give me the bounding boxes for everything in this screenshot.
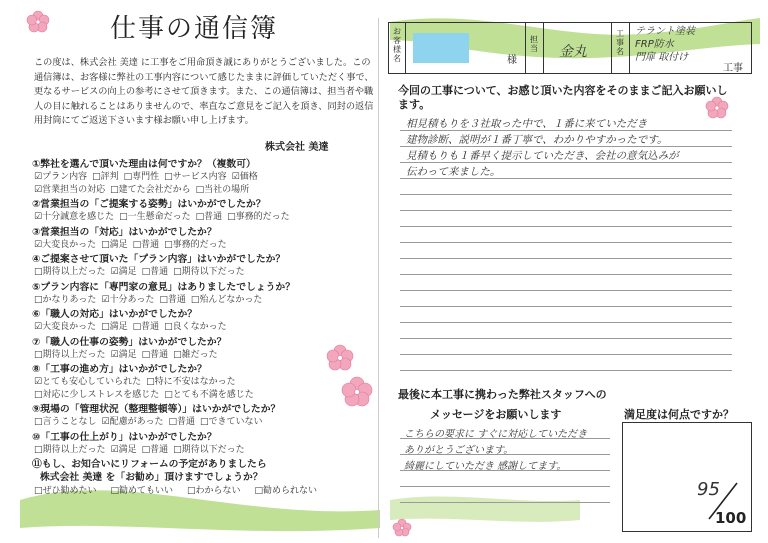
- company-name: 株式会社 美達: [265, 142, 329, 153]
- option-row: [34, 237, 232, 250]
- answer-option[interactable]: ☑プラン内容: [34, 172, 88, 182]
- question-title: ④ご提案させて頂いた「プラン内容」はいかがでしたか？: [32, 254, 286, 265]
- staff-message-text: ありがとうございます。: [404, 445, 514, 456]
- ruled-line: [400, 486, 610, 487]
- score-title: 満足度は何点ですか？: [624, 408, 734, 421]
- ruled-line: [400, 354, 732, 355]
- answer-option[interactable]: ☑営業担当の対応: [34, 184, 106, 195]
- option-row: [34, 347, 223, 360]
- answer-option[interactable]: □普通: [159, 294, 186, 305]
- answer-option[interactable]: □事務的だった: [227, 212, 290, 222]
- option-row: [34, 387, 259, 400]
- comment-prompt: 今回の工事について、お感じ頂いた内容をそのままご記入お願いします。: [398, 84, 728, 111]
- answer-option[interactable]: ☑満足: [110, 444, 137, 455]
- comment-text: 建物診断、説明が１番丁寧で、わかりやすかったです。: [406, 134, 668, 146]
- answer-option[interactable]: □満足: [101, 322, 128, 332]
- answer-option[interactable]: ☑満足: [110, 267, 137, 277]
- answer-option[interactable]: □普通: [132, 322, 160, 332]
- ruled-line: [400, 258, 732, 259]
- question-title: ⑥「職人の対応」はいかがでしたか？: [32, 309, 198, 320]
- question-title: ⑤プラン内容に「専門家の意見」はありましたでしょうか？: [32, 281, 296, 293]
- answer-option[interactable]: □事務的だった: [164, 239, 227, 250]
- answer-option[interactable]: □サービス内容: [164, 172, 227, 182]
- answer-option[interactable]: ☑十分誠意を感じた: [34, 212, 115, 222]
- answer-option[interactable]: □対応に少しストレスを感じた: [34, 389, 160, 400]
- answer-option[interactable]: □雑だった: [173, 349, 218, 360]
- staff-message-area: [400, 422, 610, 512]
- answer-option[interactable]: ☑大変良かった: [34, 322, 97, 332]
- option-row: [34, 319, 232, 332]
- answer-option[interactable]: □普通: [195, 212, 223, 222]
- staff-message-text: こちらの要求に すぐに対応していただき: [404, 429, 588, 440]
- ruled-line: [400, 370, 732, 371]
- header-table: [388, 22, 752, 74]
- option-row: [34, 209, 295, 222]
- option-row: [34, 182, 254, 195]
- ruled-line: [400, 226, 732, 227]
- question-title: ⑦「職人の仕事の姿勢」はいかがでしたか？: [32, 336, 227, 348]
- answer-option[interactable]: ☑価格: [231, 172, 258, 182]
- answer-option[interactable]: □普通: [141, 267, 169, 277]
- answer-option[interactable]: ☑配慮があった: [101, 417, 164, 427]
- answer-option[interactable]: □とても不満を感じた: [164, 389, 254, 400]
- answer-option[interactable]: ☑満足: [110, 349, 137, 360]
- answer-option[interactable]: □一生懸命だった: [119, 212, 191, 222]
- staff-name: 金丸: [559, 44, 587, 60]
- ruled-line: [400, 502, 610, 503]
- question-title: ⑨現場の「管理状況（整理整頓等）」はいかがでしたか？: [32, 404, 281, 415]
- option-row: [34, 483, 331, 496]
- question-title: 株式会社 美達 を「お勧め」頂けますでしょうか？: [40, 472, 263, 483]
- answer-option[interactable]: □普通: [141, 349, 169, 360]
- answer-option[interactable]: □勧めてもいい: [110, 486, 174, 496]
- option-row: [34, 374, 241, 387]
- comment-area: [400, 114, 732, 374]
- ruled-line: [400, 290, 732, 291]
- option-row: [34, 292, 267, 305]
- answer-option[interactable]: ☑十分あった: [101, 294, 155, 305]
- comment-text: 伝わって来ました。: [406, 166, 501, 178]
- answer-option[interactable]: □評判: [92, 172, 119, 182]
- comment-text: 見積もりも１番早く提示していただき、会社の意気込みが: [406, 150, 679, 162]
- comment-text: 相見積もりを３社取った中で、１番に来ていただき: [406, 118, 648, 130]
- question-title: ①弊社を選んで頂いた理由は何ですか？（複数可）: [32, 159, 256, 170]
- option-row: [34, 264, 250, 277]
- answer-option[interactable]: □かなりあった: [34, 294, 97, 305]
- ruled-line: [400, 322, 732, 323]
- koji-label: 工事: [723, 63, 743, 74]
- answer-option[interactable]: □勧められない: [254, 486, 318, 496]
- score-value: 95: [697, 479, 720, 500]
- question-title: ③営業担当の「対応」はいかがでしたか？: [32, 226, 217, 238]
- option-row: [34, 414, 268, 427]
- answer-option[interactable]: □期待以下だった: [173, 267, 245, 277]
- answer-option[interactable]: □期待以上だった: [34, 349, 106, 360]
- work-line: 門扉 取付け: [635, 52, 689, 63]
- answer-option[interactable]: □普通: [132, 239, 160, 250]
- answer-option[interactable]: □ぜひ勧めたい: [34, 486, 97, 496]
- answer-option[interactable]: □専門性: [123, 172, 160, 182]
- question-title: ⑪もし、お知合いにリフォームの予定がありましたら: [32, 459, 267, 470]
- ruled-line: [400, 338, 732, 339]
- option-row: [34, 442, 250, 455]
- staff-label: 担当: [530, 35, 538, 53]
- page-divider: [378, 18, 379, 538]
- answer-option[interactable]: □わからない: [187, 486, 241, 496]
- work-names: [635, 25, 695, 64]
- answer-option[interactable]: □満足: [101, 239, 128, 250]
- ruled-line: [400, 242, 732, 243]
- work-label: 工事名: [616, 29, 624, 56]
- staff-message-title: 最後に本工事に携わった弊社スタッフへの: [398, 388, 607, 401]
- option-row: [34, 169, 263, 182]
- answer-option[interactable]: □特に不安はなかった: [146, 377, 236, 387]
- answer-option[interactable]: □言うことなし: [34, 417, 97, 427]
- answer-option[interactable]: □期待以上だった: [34, 267, 106, 277]
- ruled-line: [400, 306, 732, 307]
- sama-label: 様: [507, 55, 517, 66]
- ruled-line: [400, 194, 732, 195]
- answer-option[interactable]: □普通: [141, 444, 169, 455]
- ruled-line: [400, 274, 732, 275]
- question-title: ⑧「工事の進め方」はいかがでしたか？: [32, 364, 207, 375]
- answer-option[interactable]: □良くなかった: [164, 322, 227, 332]
- staff-message-text: 綺麗にしていただき 感謝してます。: [404, 461, 567, 472]
- question-title: ⑩「工事の仕上がり」はいかがでしたか？: [32, 431, 217, 443]
- customer-label: お客様名: [393, 27, 401, 63]
- work-line: テラント塗装: [635, 26, 695, 37]
- page-title: 仕事の通信簿: [110, 14, 279, 44]
- score-max: 100: [715, 509, 747, 527]
- answer-option[interactable]: □殆んどなかった: [190, 294, 263, 305]
- intro-text: この度は、株式会社 美達 に工事をご用命頂き誠にありがとうございました。この通信簿は、お客様に弊社の工事内容について感じたままに評価していただく事で、更なるサービスの向上の参考にさせて頂きます。また、この通信簿は、担当者や職人の目に触れることはありませんので、率直なご意見をご記入を頂き、同封の返信用封筒にてご返送下さいます様お願い申し上げます。: [34, 57, 374, 126]
- answer-option[interactable]: ☑大変良かった: [34, 239, 97, 250]
- answer-option[interactable]: ☑とても安心していられた: [34, 377, 142, 387]
- answer-option[interactable]: □期待以下だった: [173, 444, 245, 455]
- question-title: ②営業担当の「ご提案する姿勢」はいかがでしたか？: [32, 199, 266, 210]
- answer-option[interactable]: □建てた会社だから: [110, 184, 191, 195]
- customer-name-redacted: [413, 33, 469, 63]
- staff-message-title2: メッセージをお願いします: [430, 408, 562, 421]
- ruled-line: [400, 210, 732, 211]
- work-line: FRP防水: [635, 39, 674, 50]
- answer-option[interactable]: □期待以上だった: [34, 444, 106, 455]
- score-box: [622, 422, 752, 532]
- answer-option[interactable]: □普通: [168, 417, 196, 427]
- answer-option[interactable]: □当社の場所: [195, 184, 250, 195]
- answer-option[interactable]: □できていない: [200, 417, 263, 427]
